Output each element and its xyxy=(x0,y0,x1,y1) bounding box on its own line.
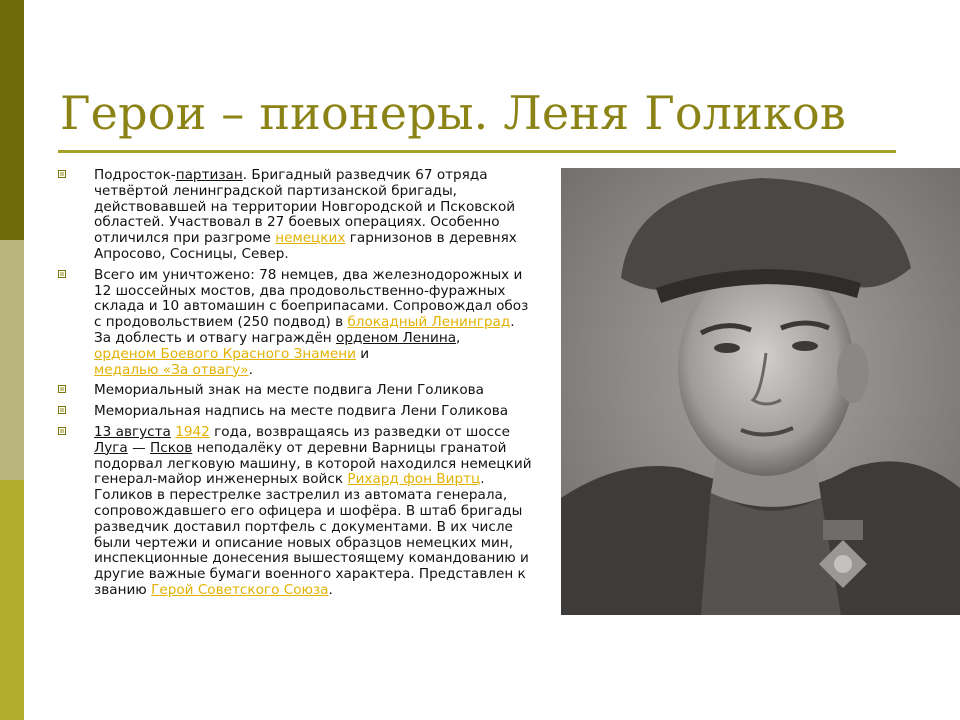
link-order-red-banner[interactable]: орденом Боевого Красного Знамени xyxy=(94,345,356,362)
accent-bar-bottom xyxy=(0,480,24,720)
link-pskov[interactable]: Псков xyxy=(150,439,193,456)
bullet-list xyxy=(58,168,534,604)
square-bullet-icon xyxy=(58,406,66,414)
portrait-photo-icon xyxy=(561,168,960,615)
bullet-item-1: Подросток-партизан. Бригадный разведчик 67 отряда четвёртой ленинградской партизанской бригады, действовавшей на территории Новгородской и Псковской областей. Участвовал в 27 боевых операциях. Особенно отличился при разгроме немецких гарнизонов в деревнях Апросово, Сосницы, Север. xyxy=(58,168,534,263)
slide-title: Герои – пионеры. Леня Голиков xyxy=(60,86,847,140)
link-german[interactable]: немецких xyxy=(275,230,346,247)
accent-bar-top xyxy=(0,0,24,240)
link-partisan[interactable]: партизан xyxy=(175,167,243,183)
link-richard-von-wirtz[interactable]: Рихард фон Виртц xyxy=(347,471,481,488)
square-bullet-icon xyxy=(58,427,66,435)
portrait-photo xyxy=(561,168,960,615)
bullet-item-4: Мемориальная надпись на месте подвига Лени Голикова xyxy=(58,404,534,420)
link-order-of-lenin[interactable]: орденом Ленина xyxy=(336,329,457,346)
bullet-item-5: 13 августа 1942 года, возвращаясь из разведки от шоссе Луга — Псков неподалёку от деревни Варницы гранатой подорвал легковую машину, в которой находился немецкий генерал-майор инженерных войск Рихард фон Виртц. Голиков в перестрелке застрелил из автомата генерала, сопровождавшего его офицера и шофёра. В штаб бригады разведчик доставил портфель с документами. В их числе были чертежи и описание новых образцов немецких мин, инспекционные донесения вышестоящему командованию и другие важные бумаги военного характера. Представлен к званию Герой Советского Союза. xyxy=(58,425,534,599)
bullet-item-3: Мемориальный знак на месте подвига Лени Голикова xyxy=(58,383,534,399)
square-bullet-icon xyxy=(58,385,66,393)
link-luga[interactable]: Луга xyxy=(94,439,128,456)
square-bullet-icon xyxy=(58,270,66,278)
link-medal-for-courage[interactable]: медалью «За отвагу» xyxy=(94,361,249,378)
accent-bar-middle xyxy=(0,240,24,480)
link-1942[interactable]: 1942 xyxy=(175,423,210,440)
title-underline xyxy=(58,150,896,153)
square-bullet-icon xyxy=(58,170,66,178)
link-hero-soviet-union[interactable]: Герой Советского Союза xyxy=(151,581,329,598)
link-august-13[interactable]: 13 августа xyxy=(94,423,171,440)
bullet-item-2: Всего им уничтожено: 78 немцев, два железнодорожных и 12 шоссейных мостов, два продовольственно-фуражных склада и 10 автомашин с боеприпасами. Сопровождал обоз с продовольствием (250 подвод) в блокадный Ленинград. За доблесть и отвагу награждён орденом Ленина, орденом Боевого Красного Знамени и медалью «За отвагу». xyxy=(58,268,534,379)
link-blockade-leningrad[interactable]: блокадный Ленинград xyxy=(347,314,511,331)
